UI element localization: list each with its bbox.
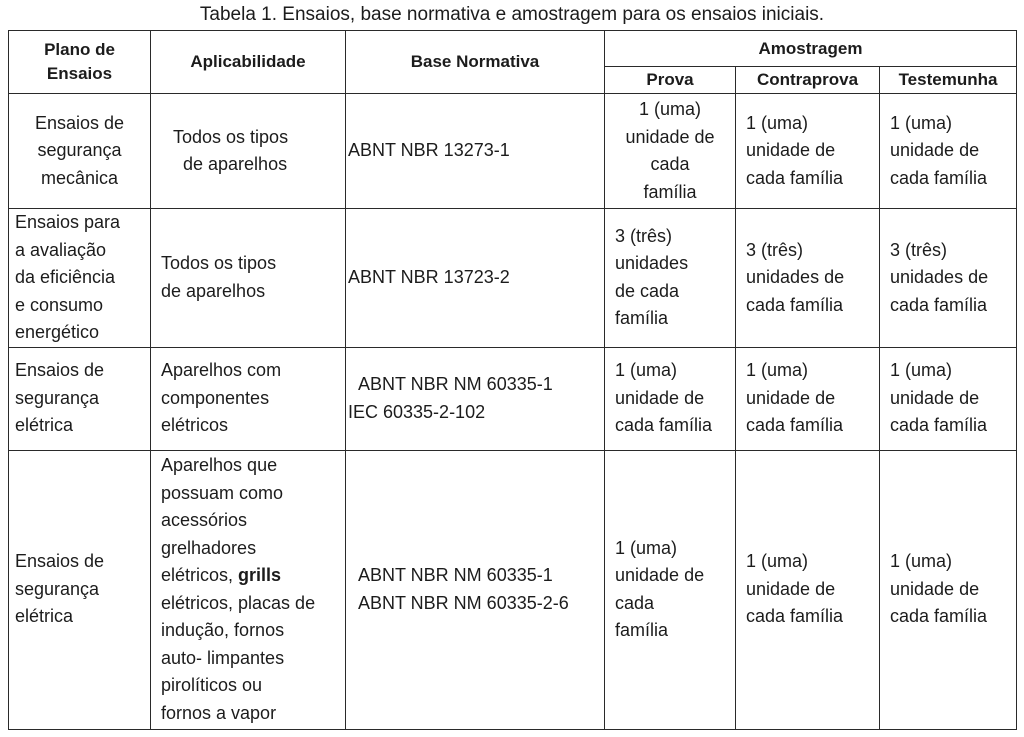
cell-line xyxy=(161,562,335,590)
cell-line: cada família xyxy=(746,167,844,188)
cell-text-bold: grills xyxy=(238,565,282,585)
cell-line: Aparelhos com xyxy=(161,360,282,381)
cell-line: e consumo xyxy=(15,294,104,315)
cell-line: 3 (três) xyxy=(615,225,673,246)
cell-line: 1 (uma) xyxy=(746,360,809,381)
cell-line: IEC 60335-2-102 xyxy=(348,401,486,422)
cell-base-normativa xyxy=(346,94,605,209)
cell-aplicabilidade xyxy=(151,347,346,450)
cell-plano xyxy=(9,347,151,450)
cell-line: Ensaios para xyxy=(15,212,121,232)
test-plan-table xyxy=(8,30,1017,730)
cell-line: grelhadores xyxy=(161,537,257,558)
cell-line: ABNT NBR NM 60335-1 xyxy=(358,374,553,394)
cell-line: 1 (uma) xyxy=(890,112,953,133)
cell-line: cada família xyxy=(746,606,844,627)
cell-line: 1 (uma) xyxy=(638,99,701,119)
cell-line: possuam como xyxy=(161,482,284,503)
cell-line: cada família xyxy=(890,167,988,188)
cell-line: Ensaios de xyxy=(15,360,105,381)
cell-line: elétrica xyxy=(15,415,74,436)
cell-line: unidade de xyxy=(746,387,836,408)
cell-line: família xyxy=(615,308,669,329)
cell-line: indução, fornos xyxy=(161,620,285,640)
header-prova: Prova xyxy=(605,67,736,94)
cell-line: da eficiência xyxy=(15,267,116,287)
table-row xyxy=(9,450,1017,729)
cell-line: segurança xyxy=(15,578,100,599)
cell-line: ABNT NBR 13273-1 xyxy=(348,140,510,161)
cell-line: 3 (três) xyxy=(746,239,804,260)
cell-line: unidade de xyxy=(890,387,980,408)
cell-prova xyxy=(605,94,736,209)
cell-line: 1 (uma) xyxy=(615,360,678,381)
cell-line: elétricos xyxy=(161,415,229,436)
cell-line: fornos a vapor xyxy=(161,702,277,723)
cell-line: auto- limpantes xyxy=(161,647,285,668)
cell-base-normativa xyxy=(346,450,605,729)
cell-base-normativa xyxy=(346,347,605,450)
header-plano-line: Plano de xyxy=(44,40,115,59)
table-row xyxy=(9,209,1017,348)
cell-line: 1 (uma) xyxy=(615,537,678,558)
header-aplicabilidade: Aplicabilidade xyxy=(151,31,346,94)
cell-testemunha xyxy=(880,94,1017,209)
cell-line: cada família xyxy=(746,294,844,315)
cell-line: Aparelhos que xyxy=(161,455,278,475)
cell-line: acessórios xyxy=(161,510,248,530)
cell-line: unidades de xyxy=(746,267,845,287)
cell-line: a avaliação xyxy=(15,239,107,260)
cell-line: unidade de xyxy=(615,565,705,585)
cell-line: família xyxy=(643,181,697,202)
cell-line: de aparelhos xyxy=(161,280,266,301)
cell-line: Ensaios de xyxy=(15,551,105,572)
cell-line: unidade de xyxy=(746,578,836,599)
cell-line: elétrica xyxy=(15,606,74,627)
cell-line: Todos os tipos xyxy=(161,253,277,274)
cell-line: 1 (uma) xyxy=(890,360,953,381)
cell-prova xyxy=(605,209,736,348)
cell-contraprova xyxy=(736,450,880,729)
header-plano xyxy=(9,31,151,94)
cell-line: cada família xyxy=(890,415,988,436)
cell-line: unidade de xyxy=(890,578,980,599)
cell-line: unidades xyxy=(615,253,689,274)
cell-aplicabilidade xyxy=(151,209,346,348)
table-row xyxy=(9,94,1017,209)
cell-line: unidade de xyxy=(625,126,715,147)
cell-line: segurança xyxy=(15,387,100,408)
cell-line: elétricos, placas de xyxy=(161,592,316,613)
cell-line: pirolíticos ou xyxy=(161,675,263,695)
header-plano-line: Ensaios xyxy=(46,64,113,83)
table-row xyxy=(9,347,1017,450)
cell-line: cada família xyxy=(746,415,844,436)
cell-line: cada xyxy=(615,592,655,613)
cell-line: unidades de xyxy=(890,267,989,287)
cell-line: cada família xyxy=(615,415,713,436)
header-amostragem: Amostragem xyxy=(605,31,1017,67)
header-row-top xyxy=(9,31,1017,67)
cell-contraprova xyxy=(736,209,880,348)
cell-line: 3 (três) xyxy=(890,239,948,260)
table-caption: Tabela 1. Ensaios, base normativa e amostragem para os ensaios iniciais. xyxy=(199,4,825,25)
cell-line: unidade de xyxy=(615,387,705,408)
cell-line: 1 (uma) xyxy=(746,551,809,572)
cell-plano xyxy=(9,209,151,348)
cell-line: de aparelhos xyxy=(183,154,288,174)
cell-line: segurança xyxy=(37,140,122,161)
cell-line: unidade de xyxy=(890,140,980,161)
cell-plano xyxy=(9,94,151,209)
cell-contraprova xyxy=(736,94,880,209)
header-base-normativa: Base Normativa xyxy=(346,31,605,94)
cell-contraprova xyxy=(736,347,880,450)
cell-plano xyxy=(9,450,151,729)
cell-line: cada xyxy=(650,154,690,174)
cell-aplicabilidade xyxy=(151,450,346,729)
cell-line: cada família xyxy=(890,294,988,315)
cell-line: família xyxy=(615,620,669,640)
cell-prova xyxy=(605,450,736,729)
cell-text: elétricos, xyxy=(161,565,234,585)
cell-line: ABNT NBR NM 60335-1 xyxy=(358,565,553,585)
cell-line: mecânica xyxy=(40,167,119,188)
cell-testemunha xyxy=(880,347,1017,450)
header-testemunha: Testemunha xyxy=(880,67,1017,94)
cell-prova xyxy=(605,347,736,450)
cell-line: ABNT NBR 13723-2 xyxy=(348,267,510,287)
cell-line: ABNT NBR NM 60335-2-6 xyxy=(358,592,569,613)
header-contraprova: Contraprova xyxy=(736,67,880,94)
cell-line: componentes xyxy=(161,387,270,408)
cell-testemunha xyxy=(880,209,1017,348)
cell-line: unidade de xyxy=(746,140,836,161)
cell-base-normativa xyxy=(346,209,605,348)
cell-line: 1 (uma) xyxy=(890,551,953,572)
cell-line: energético xyxy=(15,322,100,342)
cell-line: 1 (uma) xyxy=(746,112,809,133)
cell-line: Todos os tipos xyxy=(173,126,289,147)
cell-line: Ensaios de xyxy=(34,112,125,133)
cell-line: de cada xyxy=(615,280,680,301)
cell-testemunha xyxy=(880,450,1017,729)
cell-line: cada família xyxy=(890,606,988,627)
cell-aplicabilidade xyxy=(151,94,346,209)
